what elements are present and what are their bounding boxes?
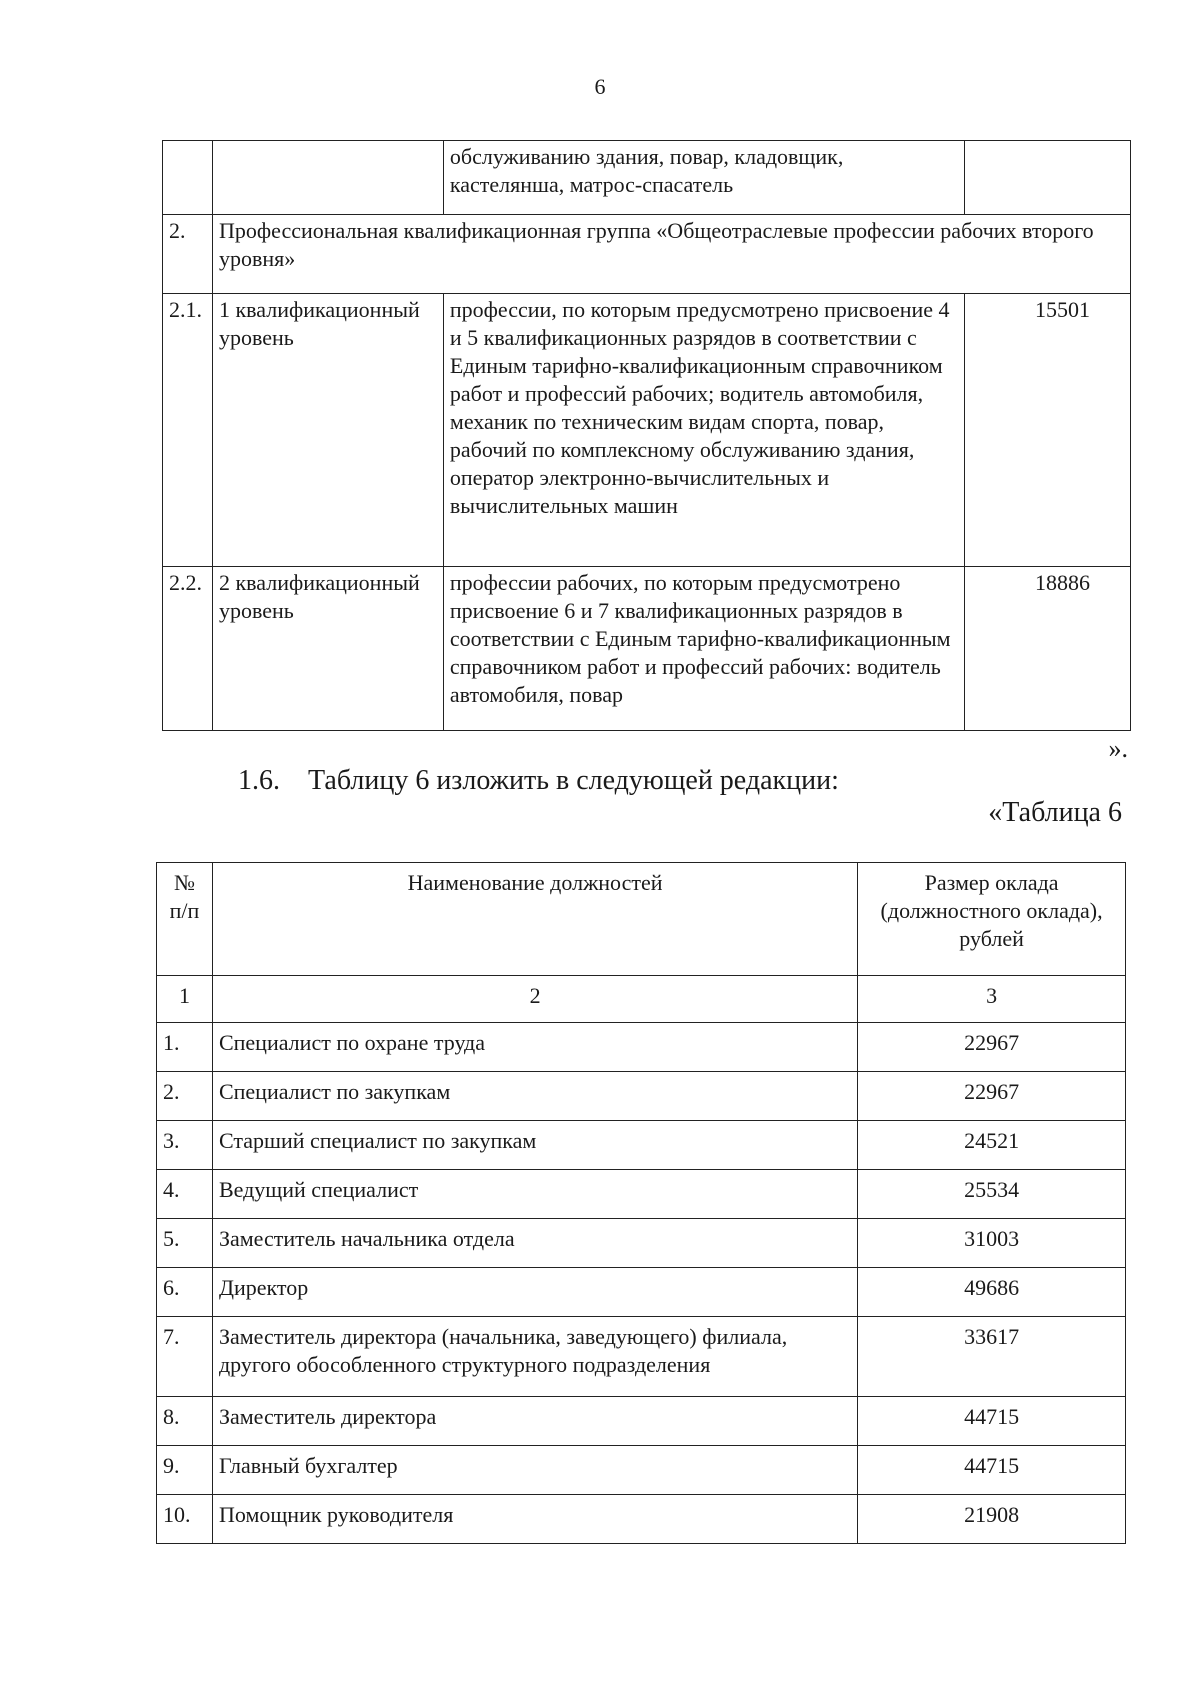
table-row [157, 1170, 1126, 1219]
position-name: Заместитель начальника отдела [212, 1219, 857, 1268]
header-number: № п/п [157, 863, 213, 976]
table-row [163, 294, 1131, 567]
qualification-level: 1 квалификационный уровень [212, 294, 443, 567]
qualification-level [212, 141, 443, 215]
table-row [157, 1219, 1126, 1268]
group-row [163, 215, 1131, 294]
column-number: 3 [858, 976, 1126, 1023]
positions-salary-table [156, 862, 1126, 1544]
row-number: 8. [157, 1397, 213, 1446]
table-row [157, 1072, 1126, 1121]
salary-value: 18886 [965, 567, 1131, 731]
position-name: Помощник руководителя [212, 1495, 857, 1544]
table-row [157, 1121, 1126, 1170]
salary-value: 22967 [858, 1072, 1126, 1121]
row-number [163, 141, 213, 215]
table-row [157, 1268, 1126, 1317]
position-name: Директор [212, 1268, 857, 1317]
table-row [163, 141, 1131, 215]
column-numbers-row [157, 976, 1126, 1023]
page-number: 6 [594, 74, 606, 99]
table-row [157, 1397, 1126, 1446]
row-number: 3. [157, 1121, 213, 1170]
row-number: 9. [157, 1446, 213, 1495]
header-position-name: Наименование должностей [212, 863, 857, 976]
column-number: 1 [157, 976, 213, 1023]
professions-description: профессии, по которым предусмотрено присвоение 4 и 5 квалификационных разрядов в соответствии с Единым тарифно-квалификационным справочником работ и профессий рабочих; водитель автомобиля, механик по техническим видам спорта, повар, рабочий по комплексному обслуживанию здания, оператор электронно-вычислительных и вычислительных машин [443, 294, 964, 567]
position-name: Заместитель директора (начальника, заведующего) филиала, другого обособленного структурного подразделения [212, 1317, 857, 1397]
row-number: 5. [157, 1219, 213, 1268]
closing-quote: ». [1108, 734, 1128, 763]
position-name: Старший специалист по закупкам [212, 1121, 857, 1170]
header-salary: Размер оклада (должностного оклада), рублей [858, 863, 1126, 976]
column-number: 2 [212, 976, 857, 1023]
salary-value: 49686 [858, 1268, 1126, 1317]
row-number: 2. [157, 1072, 213, 1121]
table-row [157, 1317, 1126, 1397]
group-number: 2. [163, 215, 213, 294]
position-name: Заместитель директора [212, 1397, 857, 1446]
row-number: 6. [157, 1268, 213, 1317]
row-number: 2.2. [163, 567, 213, 731]
salary-value: 25534 [858, 1170, 1126, 1219]
salary-value: 15501 [965, 294, 1131, 567]
salary-value: 31003 [858, 1219, 1126, 1268]
salary-value: 44715 [858, 1397, 1126, 1446]
row-number: 2.1. [163, 294, 213, 567]
table-row [157, 1495, 1126, 1544]
qualification-table [162, 140, 1131, 731]
row-number: 10. [157, 1495, 213, 1544]
professions-description: обслуживанию здания, повар, кладовщик, кастелянша, матрос-спасатель [443, 141, 964, 215]
table-header-row [157, 863, 1126, 976]
salary-value: 24521 [858, 1121, 1126, 1170]
salary-value: 21908 [858, 1495, 1126, 1544]
salary-value: 22967 [858, 1023, 1126, 1072]
position-name: Ведущий специалист [212, 1170, 857, 1219]
table-caption: «Таблица 6 [988, 797, 1122, 828]
position-name: Главный бухгалтер [212, 1446, 857, 1495]
table-row [157, 1446, 1126, 1495]
qualification-level: 2 квалификационный уровень [212, 567, 443, 731]
row-number: 7. [157, 1317, 213, 1397]
position-name: Специалист по закупкам [212, 1072, 857, 1121]
group-title: Профессиональная квалификационная группа «Общеотраслевые профессии рабочих второго уровня» [212, 215, 1130, 294]
table-row [163, 567, 1131, 731]
table-row [157, 1023, 1126, 1072]
row-number: 1. [157, 1023, 213, 1072]
salary-value [965, 141, 1131, 215]
row-number: 4. [157, 1170, 213, 1219]
professions-description: профессии рабочих, по которым предусмотрено присвоение 6 и 7 квалификационных разрядов в соответствии с Единым тарифно-квалификационным справочником работ и профессий рабочих: водитель автомобиля, повар [443, 567, 964, 731]
amendment-instruction: 1.6. Таблицу 6 изложить в следующей редакции: [238, 765, 839, 796]
salary-value: 44715 [858, 1446, 1126, 1495]
position-name: Специалист по охране труда [212, 1023, 857, 1072]
salary-value: 33617 [858, 1317, 1126, 1397]
